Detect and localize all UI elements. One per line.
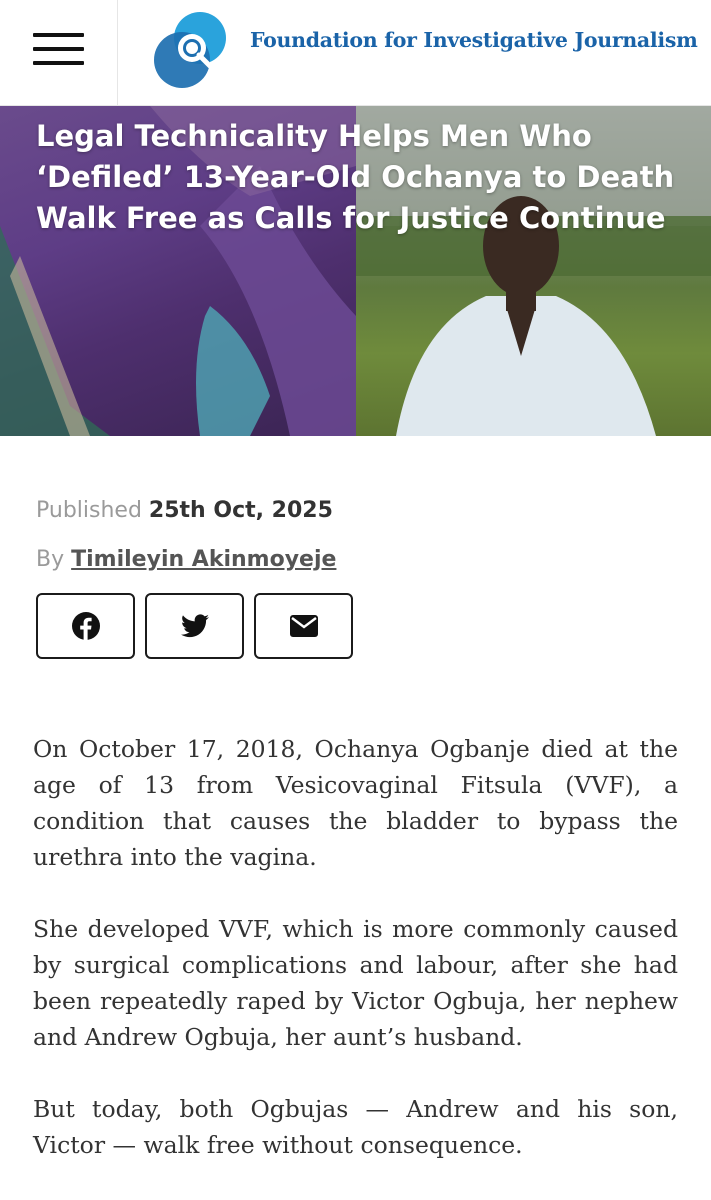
article-paragraph: She developed VVF, which is more commonly caused by surgical complications and labour, after she had been repeatedly raped by Victor Ogbuja, her nephew and Andrew Ogbuja, her aunt’s husband. [33,915,678,1051]
site-brand-name[interactable]: Foundation for Investigative Journalism [250,28,698,52]
author-meta [36,547,336,572]
published-date: 25th Oct, 2025 [148,498,333,523]
published-meta [36,498,333,523]
published-label: Published [36,498,142,523]
article-body [33,731,678,1199]
twitter-icon [181,614,209,638]
by-label: By [36,547,65,572]
magnifier-logo-icon[interactable] [150,8,236,92]
share-email-button[interactable] [254,593,353,659]
article-paragraph: But today, both Ogbujas — Andrew and his son, Victor — walk free without consequence. [33,1095,678,1159]
share-facebook-button[interactable] [36,593,135,659]
article-paragraph: On October 17, 2018, Ochanya Ogbanje died at the age of 13 from Vesicovaginal Fitsula (VVF), a condition that causes the bladder to bypass the urethra into the vagina. [33,735,678,871]
email-icon [290,615,318,637]
menu-button[interactable] [0,0,118,106]
hero-image [0,106,711,436]
author-link[interactable]: Timileyin Akinmoyeje [71,547,337,572]
facebook-icon [72,612,100,640]
share-twitter-button[interactable] [145,593,244,659]
site-header [0,0,711,106]
article-headline: Legal Technicality Helps Men Who ‘Defiled’ 13-Year-Old Ochanya to Death Walk Free as Calls for Justice Continue [36,119,675,235]
